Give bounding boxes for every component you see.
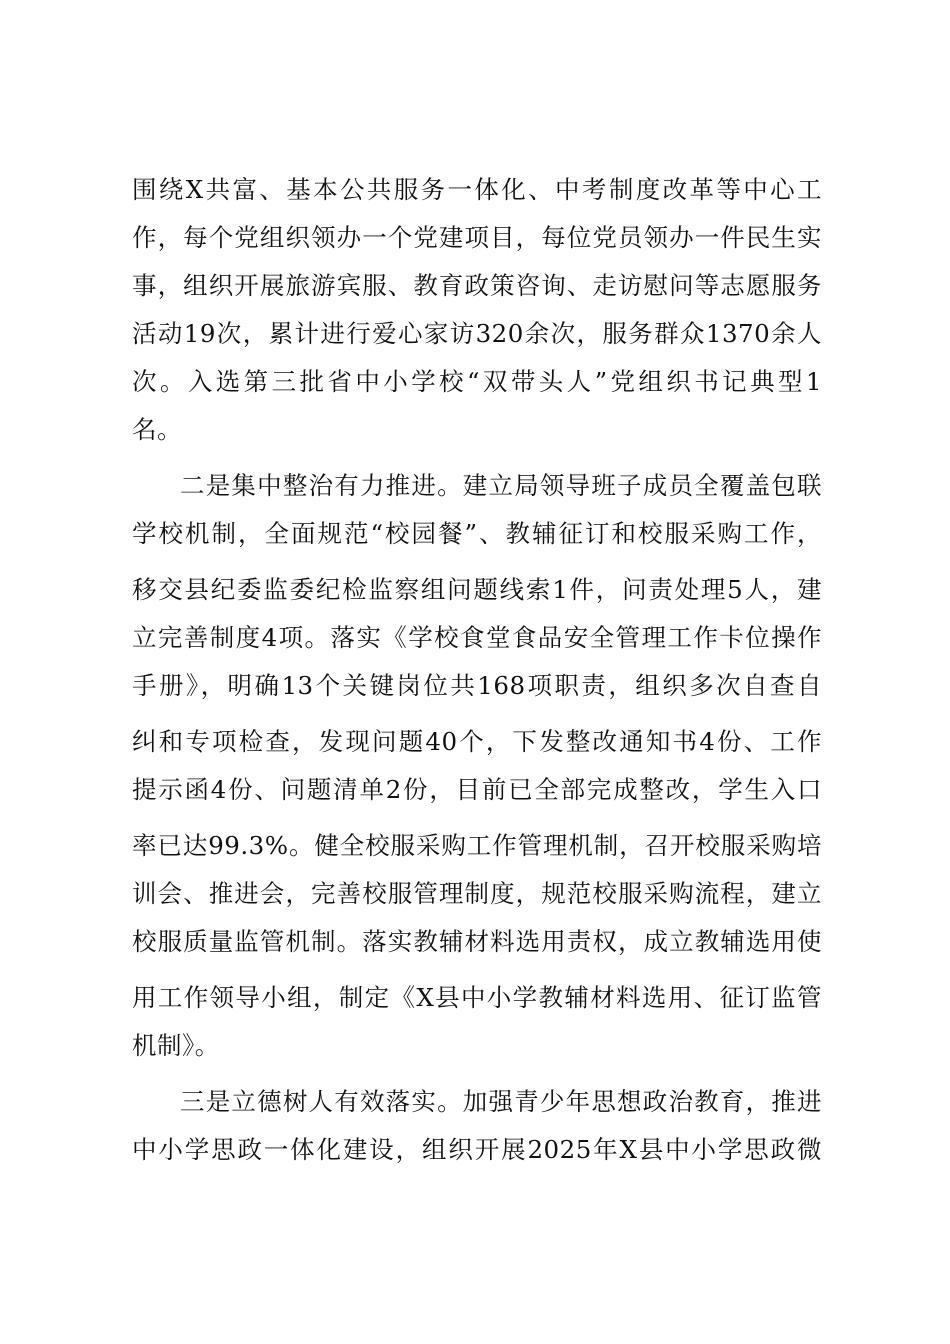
paragraph-2-line-1: 二是集中整治有力推进。建立局领导班子成员全覆盖包联 xyxy=(180,471,822,500)
paragraph-3-line-2: 中小学思政一体化建设，组织开展2025年X县中小学思政微 xyxy=(132,1135,822,1164)
paragraph-2-line-5: 手册》，明确13个关键岗位共168项职责，组织多次自查自 xyxy=(132,671,822,700)
paragraph-1-line-1: 围绕X共富、基本公共服务一体化、中考制度改革等中心工 xyxy=(132,175,822,204)
paragraph-1-line-6: 名。 xyxy=(132,415,182,444)
paragraph-1-line-5: 次。入选第三批省中小学校“双带头人”党组织书记典型1 xyxy=(132,367,822,396)
paragraph-2-line-2: 学校机制，全面规范“校园餐”、教辅征订和校服采购工作， xyxy=(132,519,822,548)
paragraph-2-line-6: 纠和专项检查，发现问题40个，下发整改通知书4份、工作 xyxy=(132,727,822,756)
paragraph-2-line-7: 提示函4份、问题清单2份，目前已全部完成整改，学生入口 xyxy=(132,775,822,804)
paragraph-1-line-3: 事，组织开展旅游宾服、教育政策咨询、走访慰问等志愿服务 xyxy=(132,271,822,300)
paragraph-2-line-9: 训会、推进会，完善校服管理制度，规范校服采购流程，建立 xyxy=(132,879,822,908)
paragraph-2-line-3: 移交县纪委监委纪检监察组问题线索1件，问责处理5人，建 xyxy=(132,575,822,604)
paragraph-3-line-1: 三是立德树人有效落实。加强青少年思想政治教育，推进 xyxy=(180,1087,822,1116)
paragraph-1-line-2: 作，每个党组织领办一个党建项目，每位党员领办一件民生实 xyxy=(132,223,822,252)
paragraph-2-line-12: 机制》。 xyxy=(132,1031,220,1060)
paragraph-2-line-8: 率已达99.3%。健全校服采购工作管理机制，召开校服采购培 xyxy=(132,831,822,860)
paragraph-2-line-4: 立完善制度4项。落实《学校食堂食品安全管理工作卡位操作 xyxy=(132,623,822,652)
paragraph-2-line-11: 用工作领导小组，制定《X县中小学教辅材料选用、征订监管 xyxy=(132,983,822,1012)
paragraph-1-line-4: 活动19次，累计进行爱心家访320余次，服务群众1370余人 xyxy=(132,319,822,348)
paragraph-2-line-10: 校服质量监管机制。落实教辅材料选用责权，成立教辅选用使 xyxy=(132,927,822,956)
